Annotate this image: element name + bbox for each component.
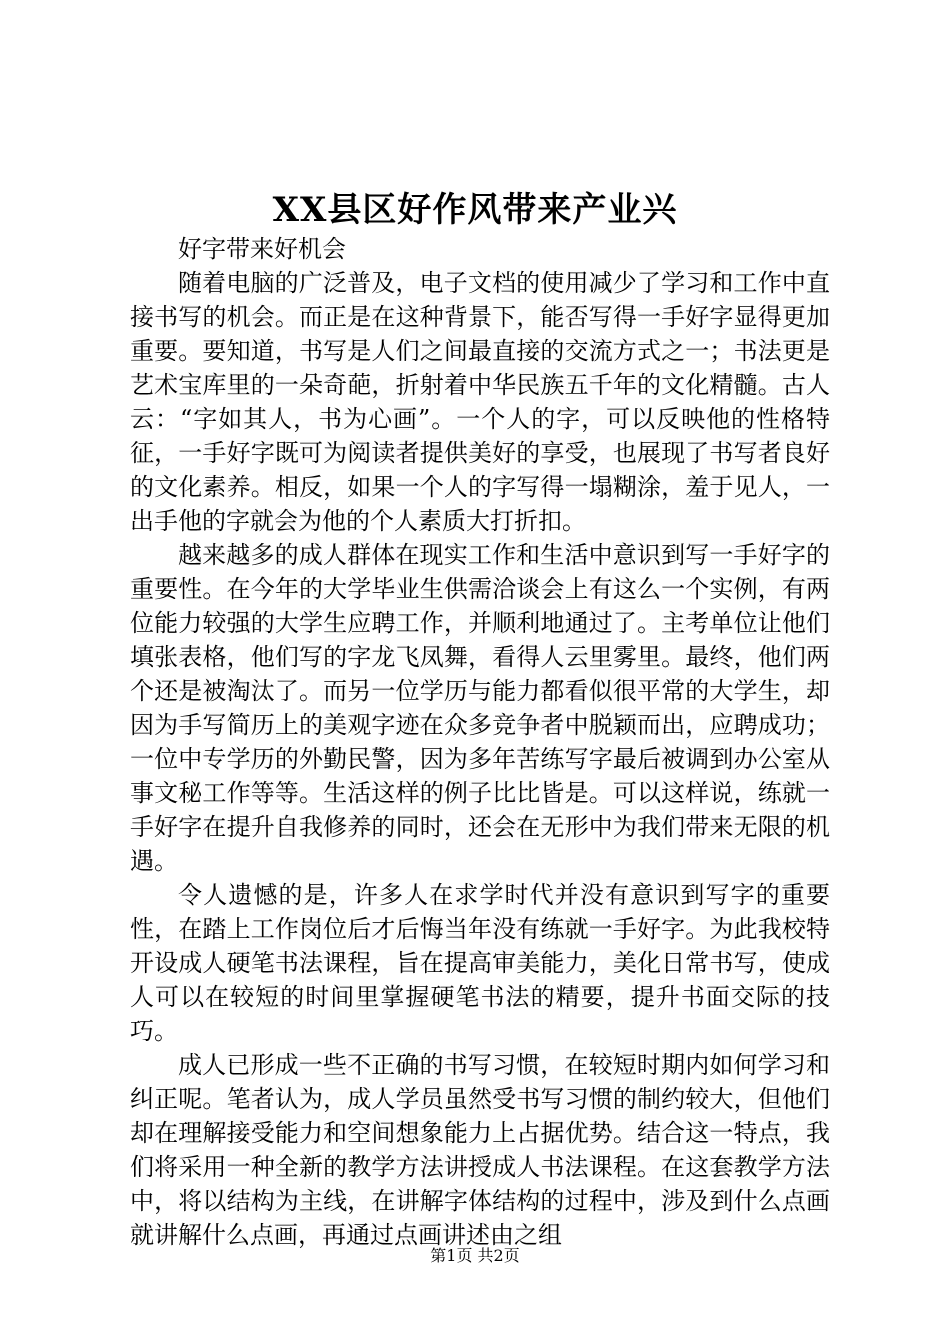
page-footer: 第1页 共2页	[430, 1246, 520, 1265]
paragraph: 令人遗憾的是，许多人在求学时代并没有意识到写字的重要性，在踏上工作岗位后才后悔当年没有练就一手好字。为此我校特开设成人硬笔书法课程，旨在提高审美能力，美化日常书写，使成人可以在较短的时间里掌握硬笔书法的精要，提升书面交际的技巧。	[130, 881, 830, 1045]
paragraph: 成人已形成一些不正确的书写习惯，在较短时期内如何学习和纠正呢。笔者认为，成人学员虽然受书写习惯的制约较大，但他们却在理解接受能力和空间想象能力上占据优势。结合这一特点，我们将采用一种全新的教学方法讲授成人书法课程。在这套教学方法中，将以结构为主线，在讲解字体结构的过程中，涉及到什么点画就讲解什么点画，再通过点画讲述由之组	[130, 1051, 830, 1249]
document-body	[130, 232, 830, 1252]
paragraph: 随着电脑的广泛普及，电子文档的使用减少了学习和工作中直接书写的机会。而正是在这种背景下，能否写得一手好字显得更加重要。要知道，书写是人们之间最直接的交流方式之一；书法更是艺术宝库里的一朵奇葩，折射着中华民族五千年的文化精髓。古人云：“字如其人，书为心画”。一个人的字，可以反映他的性格特征，一手好字既可为阅读者提供美好的享受，也展现了书写者良好的文化素养。相反，如果一个人的字写得一塌糊涂，羞于见人，一出手他的字就会为他的个人素质大打折扣。	[130, 269, 830, 535]
document-title: XX县区好作风带来产业兴	[272, 190, 678, 230]
paragraph-heading: 好字带来好机会	[178, 235, 346, 263]
paragraph: 越来越多的成人群体在现实工作和生活中意识到写一手好字的重要性。在今年的大学毕业生供需洽谈会上有这么一个实例，有两位能力较强的大学生应聘工作，并顺利地通过了。主考单位让他们填张表格，他们写的字龙飞凤舞，看得人云里雾里。最终，他们两个还是被淘汰了。而另一位学历与能力都看似很平常的大学生，却因为手写简历上的美观字迹在众多竞争者中脱颖而出，应聘成功；一位中专学历的外勤民警，因为多年苦练写字最后被调到办公室从事文秘工作等等。生活这样的例子比比皆是。可以这样说，练就一手好字在提升自我修养的同时，还会在无形中为我们带来无限的机遇。	[130, 541, 830, 875]
